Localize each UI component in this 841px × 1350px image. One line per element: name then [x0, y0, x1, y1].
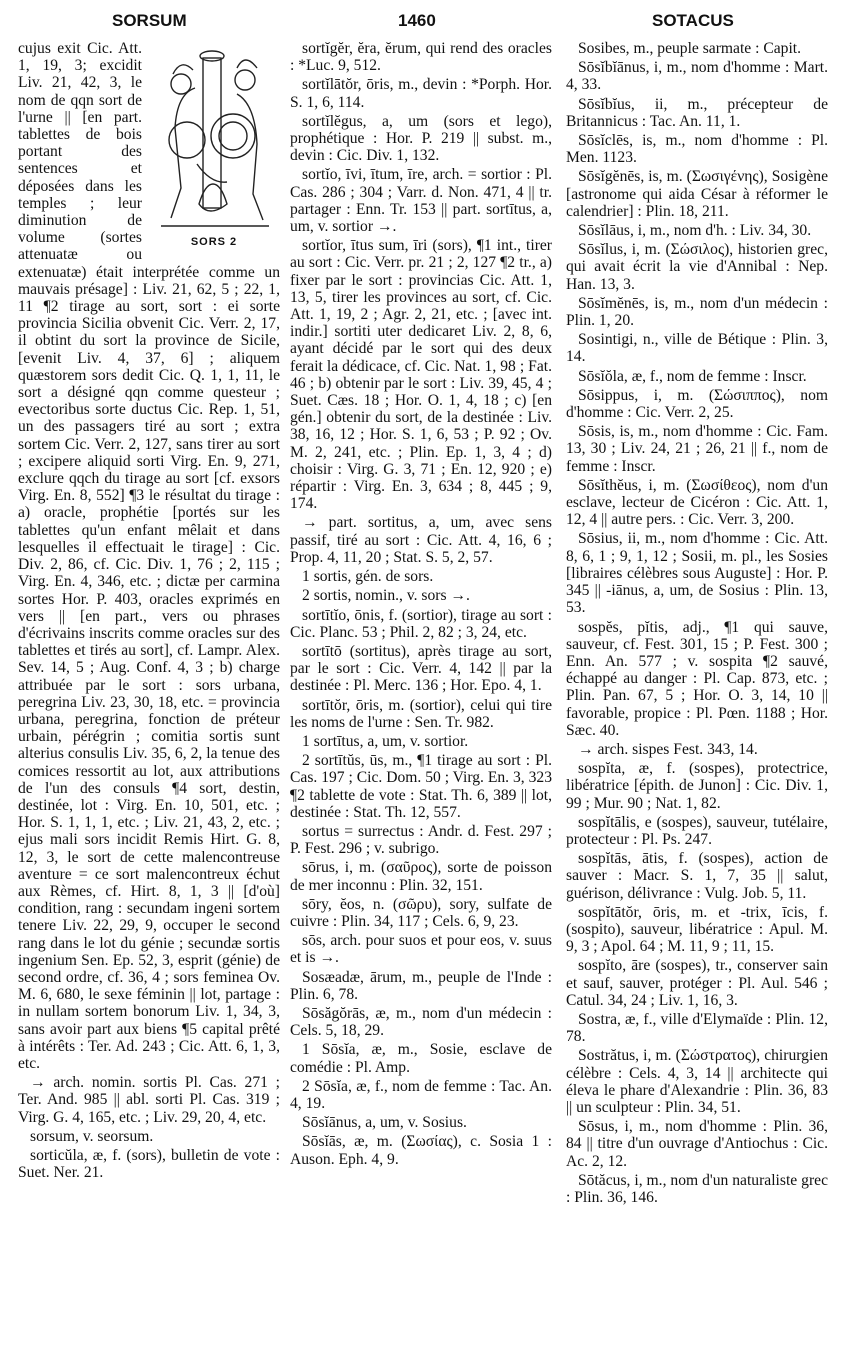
entry-text: sortītĭo, ōnis, f. (sortior), tirage au sort : Cic. Planc. 53 ; Phil. 2, 82 ; 3, 24, etc. [290, 606, 552, 641]
entry-text: sospĭtālis, e (sospes), sauveur, tutélaire, protecteur : Pl. Ps. 247. [566, 813, 828, 848]
entry-text: Sōsĭbĭānus, i, m., nom d'homme : Mart. 4, 33. [566, 59, 828, 94]
entry-text: Sostrătus, i, m. (Σώστρατος), chirurgien célèbre : Cels. 4, 3, 14 || architecte qui éleva le phare d'Alexandrie : Plin. 36, 83 || un sculpteur : Plin. 34, 51. [566, 1047, 828, 1116]
entry-text: sospĭtās, ātis, f. (sospes), action de sauver : Macr. S. 1, 7, 35 || salut, guérison, délivrance : Vulg. Job. 5, 11. [566, 850, 828, 902]
entry-text: Sōsĭlus, i, m. (Σώσιλος), historien grec, qui avait écrit la vie d'Annibal : Nep. Han. 13, 3. [566, 241, 828, 293]
entry-text: 1 sortis, gén. de sors. [302, 568, 434, 586]
entry-text: Sōsĭlāus, i, m., nom d'h. : Liv. 34, 30. [578, 222, 812, 240]
entry-text: sortĭor, ītus sum, īri (sors), ¶1 int., tirer au sort : Cic. Verr. pr. 21 ; 2, 127 ¶2 tr., a) fixer par le sort : provincias Cic. Att. 1, 13, 5, tirer les provinces au sort, cf. Cic. Att. 1, 19, 2 ; Agr. 2, 21, etc. ; [avec int. indir.] sortiti uter dedicaret Liv. 2, 8, 6, ayant décidé par le sort qui des deux ferait la dédicace, cf. Cic. Nat. 1, 98 ; Fat. 46 ; b) obtenir par le sort : Liv. 39, 45, 4 ; Suet. Cæs. 18 ; Hor. O. 1, 4, 18 ; c) [en gén.] obtenir du sort, de la destinée : Liv. 38, 16, 12 ; Hor. S. 1, 6, 53 ; P. 92 ; Ov. M. 2, 241, etc. ; Plin. Ep. 1, 3, 4 ; d) choisir : Virg. G. 3, 71 ; En. 12, 920 ; e) répartir : Virg. En. 3, 634 ; 8, 445 ; 9, 174. [290, 237, 552, 513]
entry-text: Sōsĭgĕnēs, is, m. (Σωσιγένης), Sosigène [astronome qui aida César à réformer le calendrier] : Plin. 18, 211. [566, 168, 828, 220]
entry-text: Sōsĭānus, a, um, v. Sosius. [302, 1114, 467, 1132]
entry-text: Sōsĭŏla, æ, f., nom de femme : Inscr. [578, 367, 807, 385]
entry-text: sortītŏr, ōris, m. (sortior), celui qui tire les noms de l'urne : Sen. Tr. 982. [290, 696, 552, 731]
entry-text: Sōsăgŏrās, æ, m., nom d'un médecin : Cels. 5, 18, 29. [290, 1004, 552, 1040]
entry-text: Sōsus, i, m., nom d'homme : Plin. 36, 84 || titre d'un ouvrage d'Antiochus : Cic. Ac. 2, 12. [566, 1118, 828, 1170]
entry-text: 1 Sōsĭa, æ, m., Sosie, esclave de comédie : Pl. Amp. [290, 1041, 552, 1076]
entry-text: Sōsĭmĕnēs, is, m., nom d'un médecin : Plin. 1, 20. [566, 294, 828, 330]
entry-text: 2 sortītŭs, ūs, m., ¶1 tirage au sort : Pl. Cas. 197 ; Cic. Dom. 50 ; Virg. En. 3, 323 ¶2 tablette de vote : Stat. Th. 6, 389 || lot, destinée : Stat. Th. 12, 557. [290, 752, 552, 821]
page-number: 1460 [398, 11, 436, 30]
entry-text: sortus = surrectus : Andr. d. Fest. 297 ; P. Fest. 296 ; v. subrigo. [290, 822, 552, 858]
entry-text: sōrus, i, m. (σαῦρος), sorte de poisson de mer inconnu : Plin. 32, 151. [290, 859, 552, 894]
entry-text: sōry, ĕos, n. (σῶρυ), sory, sulfate de cuivre : Plin. 34, 117 ; Cels. 6, 9, 23. [290, 895, 552, 930]
entry-text: → arch. nomin. sortis Pl. Cas. 271 ; Ter. And. 985 || abl. sorti Pl. Cas. 319 ; Virg. G. 4, 165, etc. ; Liv. 29, 20, 4, etc. [18, 1074, 280, 1126]
entry-text: sorsum, v. seorsum. [30, 1127, 154, 1145]
entry-text: Sōsĭclēs, is, m., nom d'homme : Pl. Men. 1123. [566, 132, 828, 167]
entry-text: 2 Sōsĭa, æ, f., nom de femme : Tac. An. 4, 19. [290, 1077, 552, 1112]
entry-text: Sōsĭthĕus, i, m. (Σωσίθεος), nom d'un esclave, lecteur de Cicéron : Cic. Att. 1, 12, 4 || autre pers. : Cic. Verr. 3, 200. [566, 476, 828, 529]
entry-text: Sosæadæ, ārum, m., peuple de l'Inde : Plin. 6, 78. [290, 968, 552, 1003]
entry-text: sospĭtātŏr, ōris, m. et -trix, īcis, f. (sospito), sauveur, libératrice : Apul. M. 9, 3 ; Apol. 64 ; M. 11, 9 ; 11, 15. [566, 903, 828, 956]
entry-text: sospĭto, āre (sospes), tr., conserver sain et sauf, sauver, protéger : Pl. Aul. 546 ; Catul. 34, 24 ; Liv. 1, 16, 3. [566, 957, 828, 1009]
column-3 [566, 40, 828, 1340]
entry-text: Sōsĭbĭus, ii, m., précepteur de Britannicus : Tac. An. 11, 1. [566, 95, 828, 130]
entry-text: Sōsis, is, m., nom d'homme : Cic. Fam. 13, 30 ; Liv. 24, 21 ; 26, 21 || f., nom de femme : Inscr. [566, 423, 828, 475]
entry-text: sospĕs, pĭtis, adj., ¶1 qui sauve, sauveur, cf. Fest. 301, 15 ; P. Fest. 300 ; Enn. An. 577 ; v. sospita ¶2 sauvé, échappé au danger : Pl. Cap. 873, etc. ; Plin. Pan. 67, 5 ; Hor. O. 3, 14, 10 || favorable, propice : Pl. Pœn. 1188 ; Hor. Sæc. 40. [566, 618, 828, 739]
entry-text: Sosintigi, n., ville de Bétique : Plin. 3, 14. [566, 331, 828, 366]
entry-text: Sōsius, ii, m., nom d'homme : Cic. Att. 8, 6, 1 ; 9, 1, 12 ; Sosii, m. pl., les Sosies [libraires célèbres sous Auguste] : Hor. P. 345 || -iānus, a, um, de Sosius : Plin. 13, 53. [566, 530, 828, 617]
entry-text: Sostra, æ, f., ville d'Elymaïde : Plin. 12, 78. [566, 1010, 828, 1046]
illustration-sors [148, 44, 280, 256]
entry-text: Sōtăcus, i, m., nom d'un naturaliste grec : Plin. 36, 146. [566, 1171, 828, 1206]
header-right-guide-word: SOTACUS [652, 11, 734, 30]
entry-text: cujus exit Cic. Att. 1, 19, 3; excidit Liv. 21, 42, 3, le nom de qqn sort de l'urne || [en part. tablettes de bois portant des sentences et déposées dans les temples ; leur diminution de volume (sortes attenuatæ ou extenuatæ) était interprétée comme un mauvais présage] : Liv. 21, 62, 5 ; 22, 1, 11 ¶2 tirage au sort, sort : ei sorte provincia Sicilia obvenit Cic. Verr. 2, 17, il obtint du sort la province de Sicile, [evenit Liv. 4, 37, 6] ; aliquem quæstorem sors dedit Cic. Q. 1, 1, 11, le sort a désigné qqn comme questeur ; evectoribus sorte ductus Cic. Rep. 1, 51, un des passagers tiré au sort ; extra sortem Cic. Verr. 2, 127, sans tirer au sort ; excipere aliquid sorti Virg. En. 9, 271, exclure qqch du tirage au sort [cf. exsors Virg. En. 8, 552] ¶3 le résultat du tirage : a) oracle, prophétie [portés sur les tablettes qu'un enfant mêlait et dans lesquelles il effectuait le tirage] : Cic. Div. 2, 86, cf. Cic. Div. 1, 76 ; 2, 115 ; Virg. En. 4, 346, etc. ; dictæ per carmina sortes Hor. P. 403, oracles exprimés en vers || [en part., vers ou phrases d'écrivains inscrits comme oracles sur des tablettes et tirés au sort], cf. Lampr. Alex. Sev. 14, 5 ; Aug. Conf. 4, 3 ; b) charge attribuée par le sort : sors urbana, peregrina Liv. 23, 30, 18, etc. = provincia urbana, peregrina, fonction de préteur urbain, pérégrin ; comitia sortis sunt alterius consulis Liv. 35, 6, 2, la tenue des comices ressortit au lot, aux attributions de l'un des consuls ¶4 sort, destin, destinée, lot : Virg. En. 10, 501, etc. ; Hor. S. 1, 1, 1, etc. ; Liv. 21, 43, 2, etc. ; ejus mali sors incidit Remis Hirt. G. 8, 12, 3, le sort de cette malencontreuse aventure = ce sort malencontreux échut aux Rèmes, cf. Hirt. 8, 1, 3 || [d'où] condition, rang : secundam ingeni sortem tenere Liv. 22, 29, 9, occuper le second rang dans le lot du génie ; secundæ sortis ingenium Sen. Ep. 52, 3, esprit (génie) de second ordre, cf. 36, 4 ; sors feminea Ov. M. 6, 680, le sexe féminin || lot, partage : in nullam sortem bonorum Liv. 1, 34, 3, sans avoir part aux biens ¶5 capital prêté à intérêts : Ter. Ad. 243 ; Cic. Att. 6, 1, 3, etc. [18, 40, 280, 1072]
entry-text: sospĭta, æ, f. (sospes), protectrice, libératrice [épith. de Junon] : Cic. Div. 1, 99 ; Mur. 90 ; Nat. 1, 82. [566, 760, 828, 812]
entry-text: → part. sortitus, a, um, avec sens passif, tiré au sort : Cic. Att. 4, 16, 6 ; Prop. 4, 11, 20 ; Stat. S. 5, 2, 57. [290, 514, 552, 566]
entry-text: → arch. sispes Fest. 343, 14. [578, 740, 758, 758]
running-header [0, 10, 841, 36]
entry-text: Sosibes, m., peuple sarmate : Capit. [578, 40, 802, 57]
entry-text: sōs, arch. pour suos et pour eos, v. suus et is →. [290, 932, 552, 967]
header-left-guide-word: SORSUM [112, 11, 187, 30]
column-1 [18, 40, 280, 1340]
entry-text: sortītō (sortitus), après tirage au sort, par le sort : Cic. Verr. 4, 142 || par la destinée : Pl. Merc. 136 ; Hor. Epo. 4, 1. [290, 642, 552, 695]
entry-text: sortĭgĕr, ĕra, ĕrum, qui rend des oracles : *Luc. 9, 512. [290, 40, 552, 75]
entry-text: sortĭlātŏr, ōris, m., devin : *Porph. Hor. S. 1, 6, 114. [290, 76, 552, 111]
column-2 [290, 40, 552, 1340]
entry-text: sorticŭla, æ, f. (sors), bulletin de vote : Suet. Ner. 21. [18, 1147, 280, 1182]
illustration-caption: SORS 2 [190, 236, 238, 248]
entry-text: Sōsippus, i, m. (Σώσιππος), nom d'homme : Cic. Verr. 2, 25. [566, 386, 828, 422]
entry-text: 2 sortis, nomin., v. sors →. [302, 587, 470, 605]
entry-text: sortĭlĕgus, a, um (sors et lego), prophétique : Hor. P. 219 || subst. m., devin : Cic. Div. 1, 132. [290, 112, 552, 165]
entry-text: sortĭo, īvi, ītum, īre, arch. = sortior : Pl. Cas. 286 ; 304 ; Varr. d. Non. 471, 4 || tr. partager : Enn. Tr. 153 || part. sortītus, a, um, v. sortior →. [290, 166, 552, 236]
entry-text: Sōsĭās, æ, m. (Σωσίας), c. Sosia 1 : Auson. Eph. 4, 9. [290, 1133, 552, 1168]
entry-text: 1 sortītus, a, um, v. sortior. [302, 732, 469, 750]
sors-engraving-icon [151, 44, 277, 234]
